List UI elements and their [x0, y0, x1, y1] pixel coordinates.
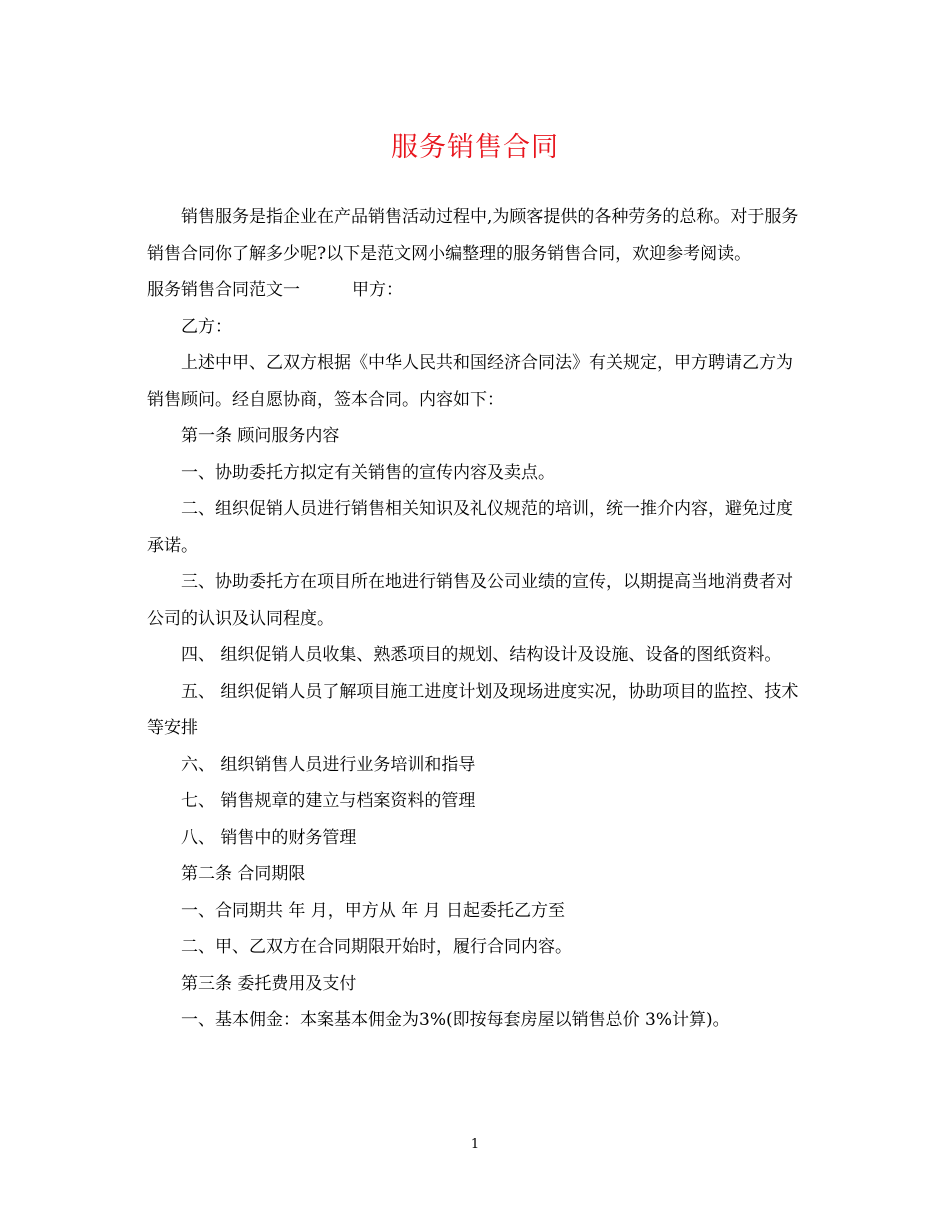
- contract-clause: 二、组织促销人员进行销售相关知识及礼仪规范的培训，统一推介内容，避免过度承诺。: [147, 499, 793, 556]
- contract-paragraph: 上述中甲、乙双方根据《中华人民共和国经济合同法》有关规定，甲方聘请乙方为销售顾问。经自愿协商，签本合同。内容如下：: [147, 353, 793, 410]
- contract-clause: 五、 组织促销人员了解项目施工进度计划及现场进度实况，协助项目的监控、技术等安排: [147, 681, 799, 738]
- contract-clause: 一、协助委托方拟定有关销售的宣传内容及卖点。: [181, 462, 555, 483]
- sample-heading: 服务销售合同范文一: [147, 280, 300, 300]
- contract-clause: 六、 组织销售人员进行业务培训和指导: [181, 754, 476, 775]
- contract-clause: 一、合同期共 年 月，甲方从 年 月 日起委托乙方至: [181, 900, 566, 921]
- party-b-label: 乙方：: [181, 316, 232, 337]
- contract-clause: 四、 组织促销人员收集、熟悉项目的规划、结构设计及设施、设备的图纸资料。: [181, 645, 782, 665]
- page-number: 1: [470, 1137, 480, 1152]
- article-heading: 第一条 顾问服务内容: [181, 426, 340, 446]
- contract-clause: 八、 销售中的财务管理: [181, 827, 357, 848]
- page-title: 服务销售合同: [391, 132, 559, 163]
- intro-paragraph: 销售服务是指企业在产品销售活动过程中,为顾客提供的各种劳务的总称。对于服务销售合同你了解多少呢?以下是范文网小编整理的服务销售合同，欢迎参考阅读。: [147, 207, 799, 264]
- contract-clause: 三、协助委托方在项目所在地进行销售及公司业绩的宣传，以期提高当地消费者对公司的认识及认同程度。: [147, 572, 793, 629]
- contract-clause: 七、 销售规章的建立与档案资料的管理: [181, 791, 476, 811]
- contract-clause: 二、甲、乙双方在合同期限开始时，履行合同内容。: [181, 937, 572, 957]
- article-heading: 第三条 委托费用及支付: [181, 973, 357, 994]
- sample-heading-line: [147, 272, 807, 309]
- contract-clause: 一、基本佣金：本案基本佣金为3%(即按每套房屋以销售总价 3%计算)。: [181, 1010, 730, 1030]
- document-body: [147, 199, 807, 1039]
- party-a-label: 甲方：: [352, 280, 403, 300]
- article-heading: 第二条 合同期限: [181, 864, 306, 884]
